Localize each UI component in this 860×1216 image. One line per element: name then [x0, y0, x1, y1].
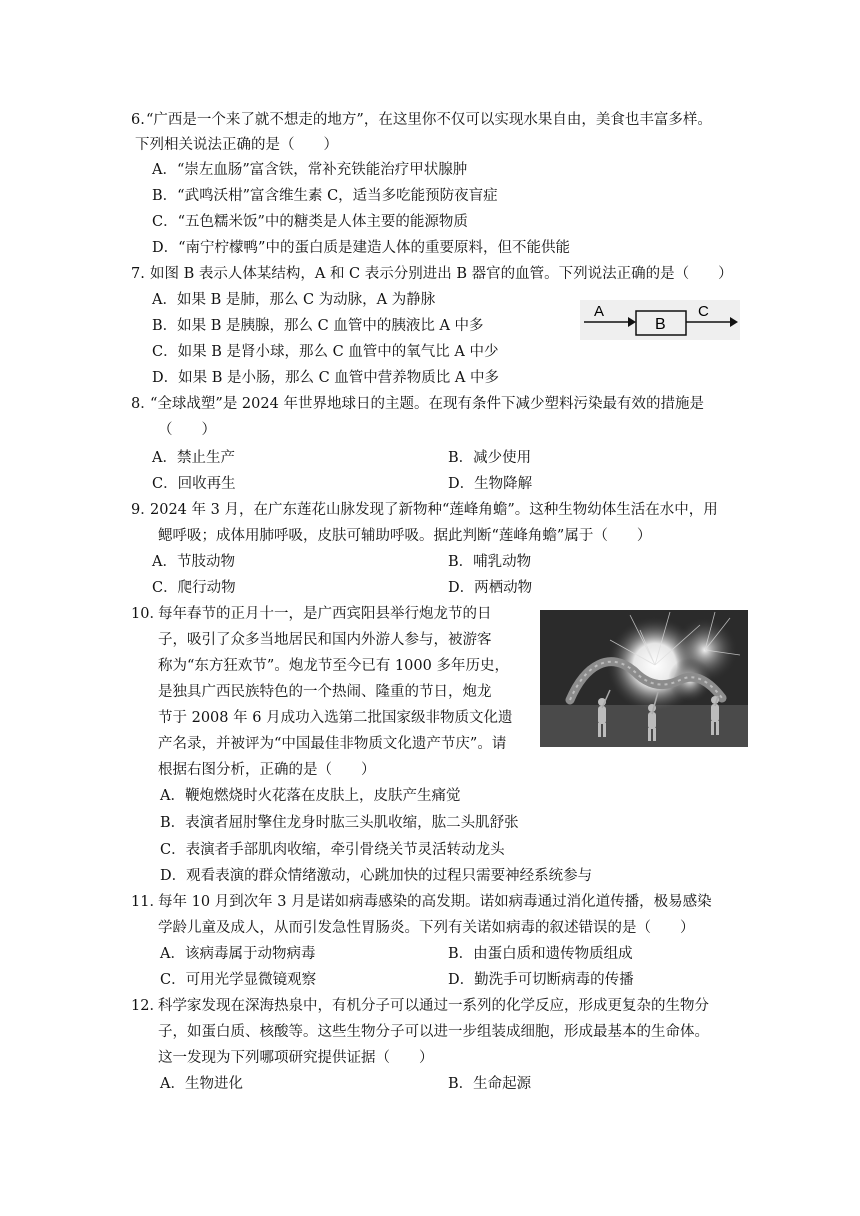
question-9-option-d: D．两栖动物 [448, 580, 533, 596]
question-6-stem-line-2: 下列相关说法正确的是（ ） [135, 137, 338, 153]
question-11-option-b: B．由蛋白质和遗传物质组成 [448, 946, 633, 962]
question-10-option-c: C．表演者手部肌肉收缩，牵引骨绕关节灵活转动龙头 [160, 842, 505, 858]
dragon-festival-photo-art [540, 610, 748, 747]
question-11-stem-line-2: 学龄儿童及成人，从而引发急性胃肠炎。下列有关诺如病毒的叙述错误的是（ ） [158, 920, 695, 936]
question-9-option-b: B．哺乳动物 [448, 554, 532, 570]
question-8-number: 8． [131, 396, 155, 412]
blood-flow-diagram [580, 300, 740, 340]
question-10-stem-line-4: 是独具广西民族特色的一个热闹、隆重的节日，炮龙 [158, 684, 492, 700]
question-11-option-d: D．勤洗手可切断病毒的传播 [448, 972, 634, 988]
question-8-option-b: B．减少使用 [448, 450, 532, 466]
question-6-stem-line-1: “广西是一个来了就不想走的地方”，在这里你不仅可以实现水果自由，美食也丰富多样。 [146, 112, 712, 128]
vessel-a-label: A [594, 303, 605, 320]
question-12-stem-line-2: 子，如蛋白质、核酸等。这些生物分子可以进一步组装成细胞，形成最基本的生命体。 [158, 1024, 709, 1040]
question-10-stem-line-5: 节于 2008 年 6 月成功入选第二批国家级非物质文化遗 [158, 710, 513, 726]
question-12-stem-line-1: 科学家发现在深海热泉中，有机分子可以通过一系列的化学反应，形成更复杂的生物分 [158, 998, 709, 1014]
question-10-stem-line-3: 称为“东方狂欢节”。炮龙节至今已有 1000 多年历史， [158, 658, 509, 674]
question-7-option-b: B．如果 B 是胰腺，那么 C 血管中的胰液比 A 中多 [152, 318, 484, 334]
question-8-option-a: A．禁止生产 [152, 450, 235, 466]
question-9-option-a: A．节肢动物 [152, 554, 235, 570]
question-11-option-a: A．该病毒属于动物病毒 [160, 946, 316, 962]
question-10-stem-line-6: 产名录，并被评为“中国最佳非物质文化遗产节庆”。请 [158, 736, 507, 752]
question-9-stem-line-1: 2024 年 3 月，在广东莲花山脉发现了新物种“莲峰角蟾”。这种生物幼体生活在水中，用 [150, 502, 718, 518]
question-12-number: 12． [131, 998, 164, 1014]
question-10-option-a: A．鞭炮燃烧时火花落在皮肤上，皮肤产生痛觉 [160, 788, 461, 804]
question-7-option-d: D．如果 B 是小肠，那么 C 血管中营养物质比 A 中多 [152, 370, 499, 386]
question-10-option-d: D．观看表演的群众情绪激动，心跳加快的过程只需要神经系统参与 [160, 868, 593, 884]
question-6-option-c: C．“五色糯米饭”中的糖类是人体主要的能源物质 [152, 214, 468, 230]
question-6-option-a: A．“崇左血肠”富含铁，常补充铁能治疗甲状腺肿 [152, 162, 468, 178]
question-8-stem-line-1: “全球战塑”是 2024 年世界地球日的主题。在现有条件下减少塑料污染最有效的措施是 [150, 396, 704, 412]
question-10-stem-line-7: 根据右图分析，正确的是（ ） [158, 762, 376, 778]
question-12-option-b: B．生命起源 [448, 1076, 532, 1092]
question-7-option-c: C．如果 B 是肾小球，那么 C 血管中的氧气比 A 中少 [152, 344, 499, 360]
question-9-number: 9． [131, 502, 155, 518]
question-7-number: 7. [131, 266, 145, 282]
question-11-stem-line-1: 每年 10 月到次年 3 月是诺如病毒感染的高发期。诺如病毒通过消化道传播，极易感染 [158, 894, 712, 910]
inflow-arrowhead [628, 317, 636, 327]
question-11-number: 11． [131, 894, 164, 910]
question-8-option-c: C．回收再生 [152, 476, 236, 492]
dragon-festival-photo [540, 610, 748, 747]
question-6-option-b: B．“武鸣沃柑”富含维生素 C，适当多吃能预防夜盲症 [152, 188, 498, 204]
vessel-c-label: C [698, 303, 709, 320]
question-9-stem-line-2: 鳃呼吸；成体用肺呼吸，皮肤可辅助呼吸。据此判断“莲峰角蟾”属于（ ） [158, 528, 652, 544]
question-6-number: 6. [131, 112, 145, 128]
question-8-stem-line-2: （ ） [158, 422, 216, 438]
question-11-option-c: C．可用光学显微镜观察 [160, 972, 317, 988]
outflow-arrowhead [730, 317, 738, 327]
question-6-option-d: D．“南宁柠檬鸭”中的蛋白质是建造人体的重要原料，但不能供能 [152, 240, 570, 256]
question-9-option-c: C．爬行动物 [152, 580, 236, 596]
question-10-option-b: B．表演者屈肘擎住龙身时肱三头肌收缩，肱二头肌舒张 [160, 815, 519, 831]
blood-flow-diagram-svg [580, 300, 740, 340]
question-10-stem-line-1: 每年春节的正月十一，是广西宾阳县举行炮龙节的日 [158, 606, 492, 622]
question-7-stem-line-1: 如图 B 表示人体某结构，A 和 C 表示分别进出 B 器官的血管。下列说法正确的是（ ） [150, 266, 733, 282]
question-10-number: 10． [131, 606, 164, 622]
question-12-stem-line-3: 这一发现为下列哪项研究提供证据（ ） [158, 1050, 434, 1066]
question-8-option-d: D．生物降解 [448, 476, 533, 492]
question-10-stem-line-2: 子，吸引了众多当地居民和国内外游人参与，被游客 [158, 632, 492, 648]
organ-b-label: B [655, 316, 666, 333]
question-7-option-a: A．如果 B 是肺，那么 C 为动脉，A 为静脉 [152, 292, 436, 308]
question-12-option-a: A．生物进化 [160, 1076, 243, 1092]
